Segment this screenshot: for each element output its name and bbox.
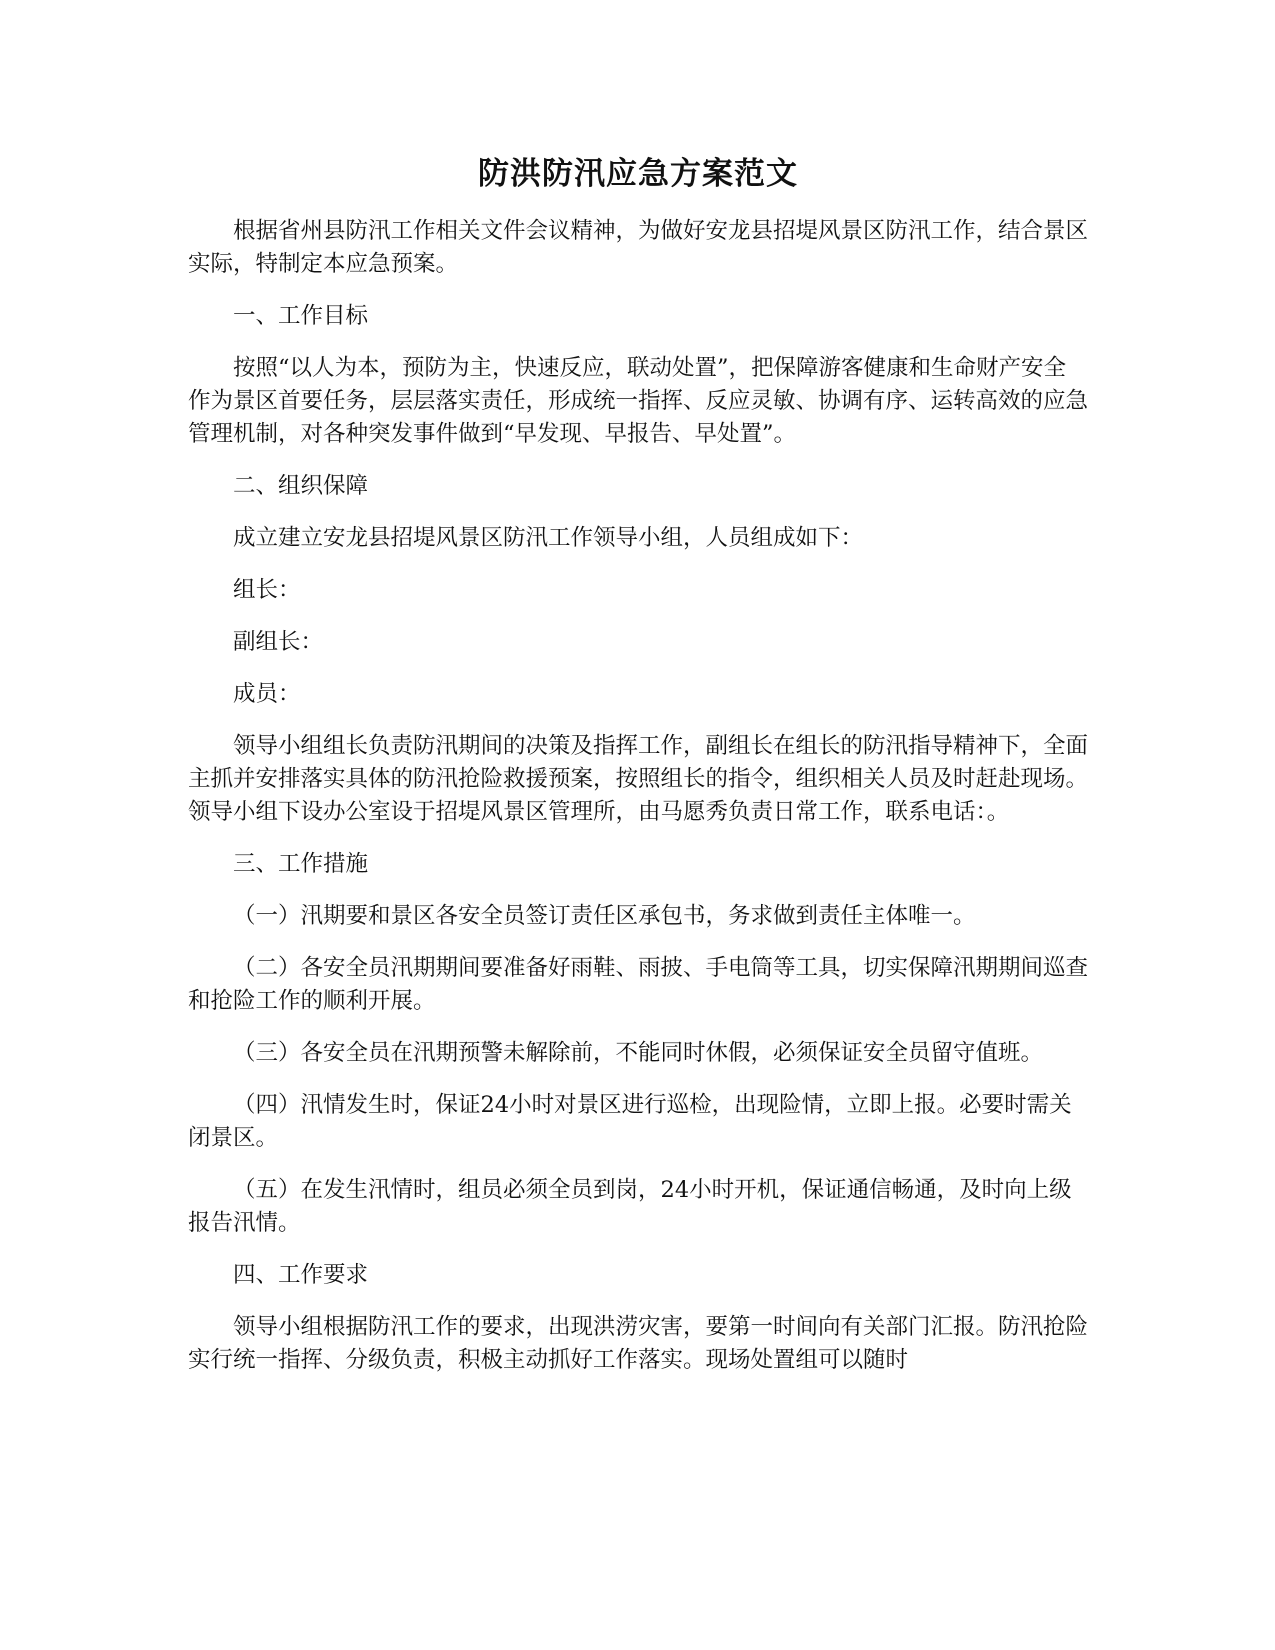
measure-item-4: （四）汛情发生时，保证24小时对景区进行巡检，出现险情，立即上报。必要时需关闭景区。 [188, 1092, 1072, 1151]
section-heading-goals: 一、工作目标 [233, 303, 369, 329]
measure-item-1: （一）汛期要和景区各安全员签订责任区承包书，务求做到责任主体唯一。 [233, 903, 976, 929]
goals-paragraph: 按照“以人为本，预防为主，快速反应，联动处置”，把保障游客健康和生命财产安全作为景区首要任务，层层落实责任，形成统一指挥、反应灵敏、协调有序、运转高效的应急管理机制，对各种突发事件做到“早发现、早报告、早处置”。 [188, 355, 1089, 447]
measure-item-2: （二）各安全员汛期期间要准备好雨鞋、雨披、手电筒等工具，切实保障汛期期间巡查和抢险工作的顺利开展。 [188, 955, 1089, 1014]
deputy-leader-line: 副组长： [233, 629, 324, 655]
document-title: 防洪防汛应急方案范文 [478, 156, 798, 192]
document-page [188, 140, 1088, 1396]
responsibility-paragraph: 领导小组组长负责防汛期间的决策及指挥工作，副组长在组长的防汛指导精神下，全面主抓并安排落实具体的防汛抢险救援预案，按照组长的指令，组织相关人员及时赶赴现场。领导小组下设办公室设于招堤风景区管理所，由马愿秀负责日常工作，联系电话：。 [188, 733, 1089, 825]
section-heading-requirements: 四、工作要求 [233, 1262, 369, 1288]
measure-item-3: （三）各安全员在汛期预警未解除前，不能同时休假，必须保证安全员留守值班。 [233, 1040, 1044, 1066]
section-heading-organization: 二、组织保障 [233, 473, 369, 499]
section-heading-measures: 三、工作措施 [233, 851, 369, 877]
requirements-paragraph: 领导小组根据防汛工作的要求，出现洪涝灾害，要第一时间向有关部门汇报。防汛抢险实行统一指挥、分级负责，积极主动抓好工作落实。现场处置组可以随时 [188, 1314, 1089, 1373]
members-line: 成员： [233, 681, 301, 707]
organization-paragraph: 成立建立安龙县招堤风景区防汛工作领导小组，人员组成如下： [233, 525, 864, 551]
intro-paragraph: 根据省州县防汛工作相关文件会议精神，为做好安龙县招堤风景区防汛工作，结合景区实际，特制定本应急预案。 [188, 218, 1089, 277]
leader-line: 组长： [233, 577, 301, 603]
measure-item-5: （五）在发生汛情时，组员必须全员到岗，24小时开机，保证通信畅通，及时向上级报告汛情。 [188, 1177, 1072, 1236]
